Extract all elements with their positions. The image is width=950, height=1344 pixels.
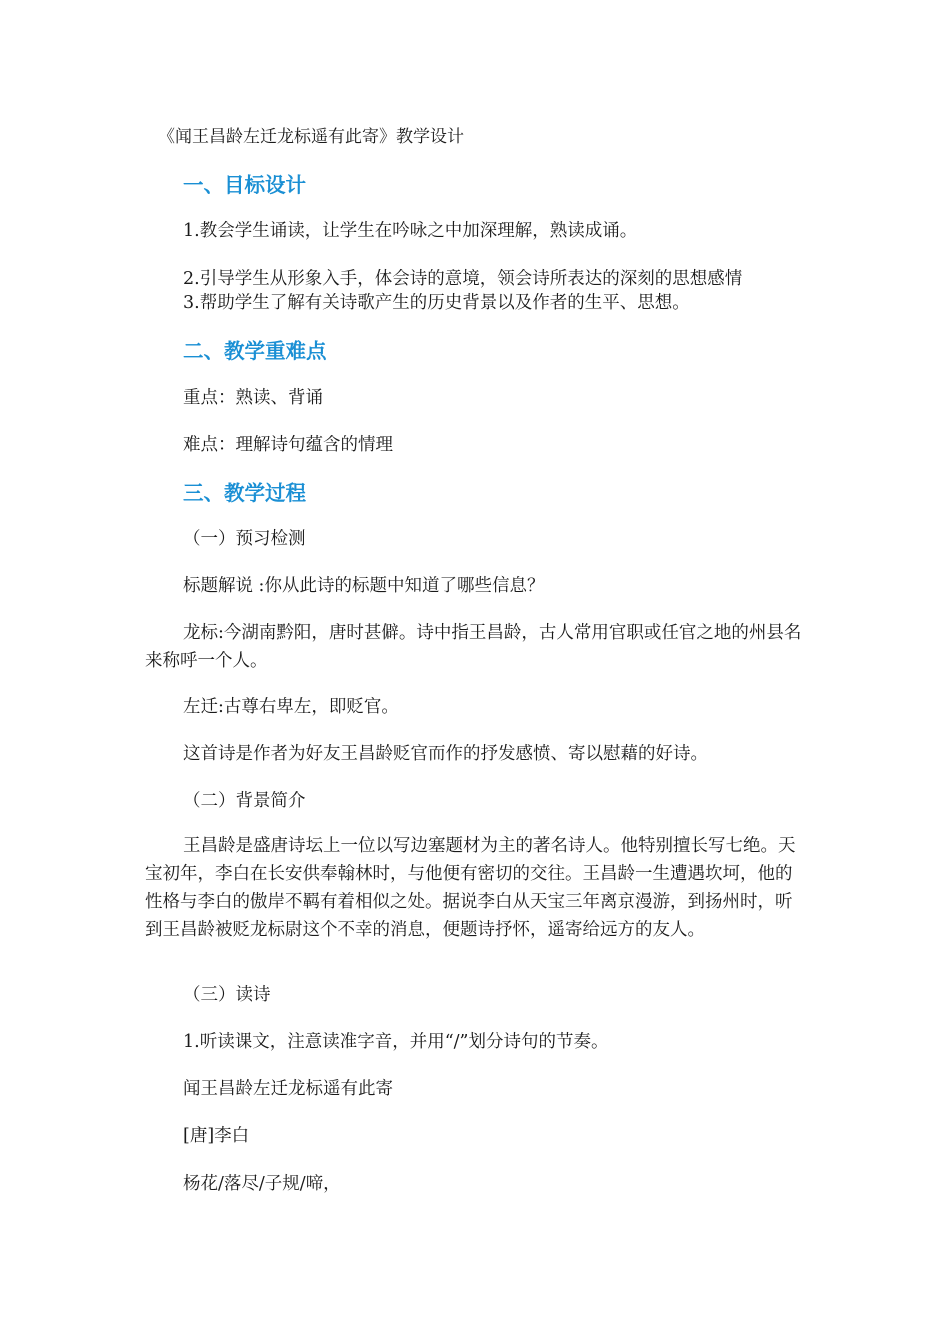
poem-title: 闻王昌龄左迁龙标遥有此寄 (183, 1079, 393, 1099)
subsection-heading-preview: （一）预习检测 (183, 529, 306, 549)
poem-summary: 这首诗是作者为好友王昌龄贬官而作的抒发感愤、寄以慰藉的好诗。 (183, 744, 708, 764)
longbiao-explanation: 龙标:今湖南黔阳，唐时甚僻。诗中指王昌龄，古人常用官职或任官之地的州县名来称呼一个人。 (145, 623, 802, 671)
poem-line-1: 杨花/落尽/子规/啼， (183, 1174, 341, 1194)
goal-item-2: 2.引导学生从形象入手，体会诗的意境，领会诗所表达的深刻的思想感情 (183, 269, 743, 289)
key-point: 重点：熟读、背诵 (183, 388, 323, 408)
reading-instruction: 1.听读课文，注意读准字音，并用“/”划分诗句的节奏。 (183, 1032, 609, 1052)
section-heading-key-points: 二、教学重难点 (183, 339, 327, 363)
goal-item-1: 1.教会学生诵读，让学生在吟咏之中加深理解，熟读成诵。 (183, 221, 638, 241)
section-heading-goals: 一、目标设计 (183, 173, 306, 197)
document-title: 《闻王昌龄左迁龙标遥有此寄》教学设计 (158, 127, 464, 147)
subsection-heading-read-poem: （三）读诗 (183, 985, 271, 1005)
zuoqian-explanation: 左迁:古尊右卑左，即贬官。 (183, 697, 399, 717)
goal-item-3: 3.帮助学生了解有关诗歌产生的历史背景以及作者的生平、思想。 (183, 293, 690, 313)
subsection-heading-background: （二）背景简介 (183, 791, 306, 811)
title-explanation: 标题解说 :你从此诗的标题中知道了哪些信息？ (183, 576, 545, 596)
poem-author: [唐]李白 (183, 1126, 250, 1146)
section-heading-process: 三、教学过程 (183, 481, 306, 505)
background-paragraph: 王昌龄是盛唐诗坛上一位以写边塞题材为主的著名诗人。他特别擅长写七绝。天宝初年，李白在长安供奉翰林时，与他便有密切的交往。王昌龄一生遭遇坎坷，他的性格与李白的傲岸不羁有着相似之处。据说李白从天宝三年离京漫游，到扬州时，听到王昌龄被贬龙标尉这个不幸的消息，便题诗抒怀，遥寄给远方的友人。 (145, 836, 796, 940)
difficult-point: 难点：理解诗句蕴含的情理 (183, 435, 393, 455)
